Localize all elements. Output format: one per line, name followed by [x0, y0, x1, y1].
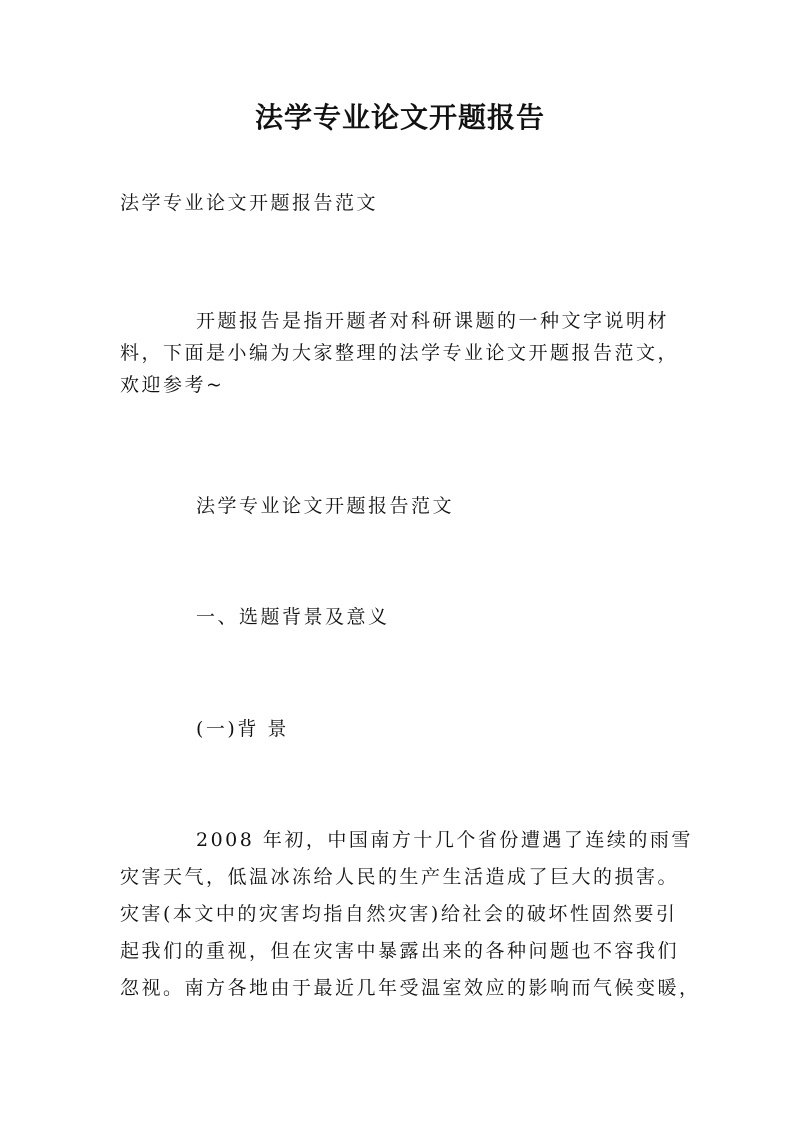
paragraph-line: 忽视。南方各地由于最近几年受温室效应的影响而气候变暖，	[120, 977, 701, 999]
paragraph-line: 灾害天气，低温冰冻给人民的生产生活造成了巨大的损害。	[120, 866, 680, 888]
body-paragraph	[120, 822, 701, 1007]
paragraph-line: 料，下面是小编为大家整理的法学专业论文开题报告范文，	[120, 342, 680, 364]
paragraph-line: 灾害(本文中的灾害均指自然灾害)给社会的破坏性固然要引	[120, 903, 678, 925]
document-title: 法学专业论文开题报告	[254, 101, 545, 134]
subsection-heading: (一)背 景	[196, 718, 289, 740]
section-title: 法学专业论文开题报告范文	[196, 495, 455, 517]
section-heading: 一、选题背景及意义	[196, 606, 390, 628]
intro-paragraph	[120, 305, 688, 401]
paragraph-line: 欢迎参考~	[120, 374, 225, 396]
paragraph-line: 开题报告是指开题者对科研课题的一种文字说明材	[196, 310, 670, 332]
paragraph-line: 2008 年初，中国南方十几个省份遭遇了连续的雨雪	[196, 829, 693, 851]
document-subtitle: 法学专业论文开题报告范文	[120, 192, 379, 214]
paragraph-line: 起我们的重视，但在灾害中暴露出来的各种问题也不容我们	[120, 940, 680, 962]
